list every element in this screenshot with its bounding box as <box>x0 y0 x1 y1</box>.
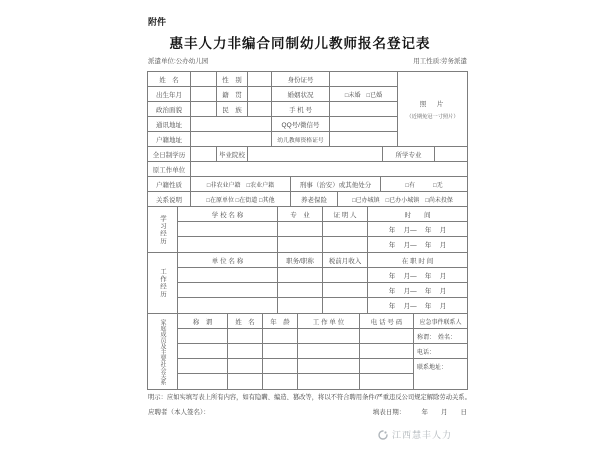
criminal-label: 刑事（治安）或其他处分 <box>291 177 381 191</box>
personal-info-block <box>148 72 467 147</box>
time-header: 时 间 <box>404 211 431 219</box>
notice-text: 明示：应如实填写表上所有内容，如有隐瞒、编造、篡改等，将以不符合聘用条件/严重违反公司规定解除劳动关系。 <box>148 394 471 401</box>
work-row <box>178 283 467 298</box>
family-row <box>178 359 413 374</box>
emergency-relation-name: 称谓： 姓名： <box>414 329 467 344</box>
school-name-header: 学 校 名 称 <box>178 207 278 221</box>
marital-options: □未婚 □已婚 <box>344 92 383 99</box>
grad-school-field <box>248 147 383 161</box>
qq-wechat-label: QQ号/微信号 <box>272 117 330 131</box>
table-row <box>148 192 467 207</box>
mail-address-label: 通讯地址 <box>148 117 191 131</box>
witness-field <box>323 222 368 236</box>
major-field <box>278 237 323 252</box>
birth-label: 出生年月 <box>148 87 191 101</box>
witness-field <box>323 237 368 252</box>
table-row <box>148 102 397 117</box>
family-row <box>178 329 413 344</box>
tenure-field: 年 月— 年 月 <box>388 272 447 280</box>
qq-wechat-field <box>330 117 397 131</box>
table-row <box>148 177 467 192</box>
prev-employer-label: 原工作单位 <box>148 162 191 176</box>
pension-options: □已办城镇 □已办小城镇 □尚未投保 <box>352 197 453 204</box>
income-field <box>323 268 368 282</box>
job-title-field <box>278 283 323 297</box>
major-field <box>278 222 323 236</box>
job-title-field <box>278 298 323 313</box>
employer-header: 工 作 单 位 <box>298 314 360 328</box>
dispatch-unit-label: 派遣单位:公办幼儿园 <box>148 58 209 65</box>
gender-field <box>248 72 272 86</box>
photo-title: 照 片 <box>419 100 446 108</box>
unit-name-field <box>178 268 278 282</box>
study-header-row <box>178 207 467 222</box>
table-row <box>148 162 467 177</box>
time-field: 年 月— 年 月 <box>388 226 447 234</box>
phone-header: 电 话 号 码 <box>370 318 403 326</box>
table-row <box>148 72 397 87</box>
signature-label: 应聘者（本人签名）： <box>148 409 210 416</box>
job-title-field <box>278 268 323 282</box>
income-header: 税前月收入 <box>323 253 368 267</box>
emergency-header: 应急事件联系人 <box>414 314 467 329</box>
work-header-row <box>178 253 467 268</box>
income-field <box>323 298 368 313</box>
work-section-label: 工作经历 <box>148 253 178 313</box>
school-name-field <box>178 237 278 252</box>
study-section-label: 学习经历 <box>148 207 178 252</box>
emergency-phone: 电话： <box>414 344 467 359</box>
registered-address-label: 户籍地址 <box>148 132 191 146</box>
education-field <box>191 147 217 161</box>
emergency-address: 联系地址： <box>417 365 448 371</box>
work-row <box>178 268 467 283</box>
hukou-options: □非农业户籍 □农业户籍 <box>191 177 291 191</box>
gender-label: 性 别 <box>217 72 248 86</box>
watermark <box>377 428 452 441</box>
criminal-options: □有 □无 <box>405 182 443 189</box>
study-history-section <box>148 207 467 253</box>
id-number-field <box>330 72 397 86</box>
registration-table <box>147 71 468 390</box>
name-label: 姓 名 <box>148 72 191 86</box>
mobile-label: 手 机 号 <box>272 102 330 116</box>
watermark-logo-icon <box>377 429 389 441</box>
employment-type-label: 用工性质:劳务派遣 <box>413 58 467 65</box>
school-name-field <box>178 222 278 236</box>
registered-address-field <box>191 132 272 146</box>
unit-name-field <box>178 283 278 297</box>
family-row <box>178 374 413 389</box>
mobile-field <box>330 102 397 116</box>
work-row <box>178 298 467 313</box>
ethnic-label: 民 族 <box>217 102 248 116</box>
ethnic-field <box>248 102 272 116</box>
pension-label: 养老保险 <box>291 192 338 206</box>
id-number-label: 身份证号 <box>272 72 330 86</box>
emergency-contact-block <box>413 314 467 389</box>
family-section-label: 家庭成员及主要社会关系 <box>148 314 178 389</box>
attachment-label: 附件 <box>148 17 167 27</box>
footer <box>148 392 471 416</box>
age-header: 年 龄 <box>263 314 298 328</box>
major-field <box>435 147 467 161</box>
relation-options: □在原单位 □在街道 □其他 <box>191 192 291 206</box>
subheader <box>148 56 467 65</box>
page-title: 惠丰人力非编合同制幼儿教师报名登记表 <box>169 36 431 51</box>
grad-school-label: 毕业院校 <box>217 147 248 161</box>
fill-date-label: 填表日期： 年 月 日 <box>372 409 467 416</box>
relation-header: 称 谓 <box>178 314 228 328</box>
family-members-section <box>148 314 467 389</box>
teacher-cert-field <box>330 132 397 146</box>
unit-name-field <box>178 298 278 313</box>
major-label: 所学专业 <box>383 147 435 161</box>
relation-label: 关系说明 <box>148 192 191 206</box>
native-place-field <box>248 87 272 101</box>
name-field <box>191 72 217 86</box>
teacher-cert-label: 幼儿教师资格证号 <box>272 132 330 146</box>
study-row <box>178 222 467 237</box>
mail-address-field <box>191 117 272 131</box>
political-field <box>191 102 217 116</box>
major-header: 专 业 <box>278 207 323 221</box>
photo-cell <box>397 72 467 147</box>
income-field <box>323 283 368 297</box>
unit-name-header: 单 位 名 称 <box>178 253 278 267</box>
job-title-header: 职务/职称 <box>278 253 323 267</box>
native-place-label: 籍 贯 <box>217 87 248 101</box>
tenure-field: 年 月— 年 月 <box>388 303 447 310</box>
family-header-row <box>178 314 413 329</box>
photo-note: （近期免冠一寸照片） <box>406 113 459 120</box>
education-label: 全日制学历 <box>148 147 191 161</box>
birth-field <box>191 87 217 101</box>
table-row <box>148 87 397 102</box>
table-row <box>148 132 397 147</box>
political-label: 政治面貌 <box>148 102 191 116</box>
watermark-text: 江西慧丰人力 <box>392 430 453 440</box>
tenure-header: 在 职 时 间 <box>401 257 434 265</box>
table-row <box>148 147 467 162</box>
time-field: 年 月— 年 月 <box>388 242 447 249</box>
study-row <box>178 237 467 252</box>
tenure-field: 年 月— 年 月 <box>388 287 447 295</box>
marital-label: 婚姻状况 <box>272 87 330 101</box>
prev-employer-field <box>191 162 467 176</box>
hukou-type-label: 户籍性质 <box>148 177 191 191</box>
member-name-header: 姓 名 <box>228 314 263 328</box>
witness-header: 证 明 人 <box>323 207 368 221</box>
table-row <box>148 117 397 132</box>
family-row <box>178 344 413 359</box>
work-history-section <box>148 253 467 314</box>
